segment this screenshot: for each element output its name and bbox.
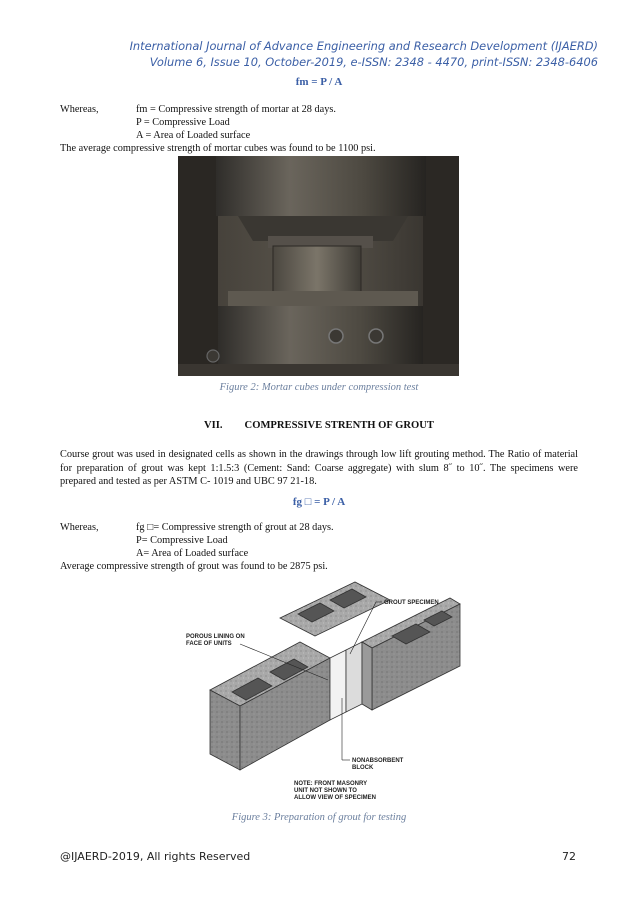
grout-equation: fg □ = P / A (292, 496, 346, 508)
label-porous-lining-1: POROUS LINING ON (186, 634, 245, 640)
label-nonabsorbent-1: NONABSORBENT (352, 758, 404, 764)
note-line-1: NOTE: FRONT MASONRY (294, 781, 368, 787)
mortar-equation: fm = P / A (295, 76, 343, 88)
label-nonabsorbent-2: BLOCK (352, 765, 374, 771)
mortar-def-a: A = Area of Loaded surface (136, 130, 251, 141)
footer-page-number: 72 (562, 850, 576, 863)
section-heading (0, 420, 638, 431)
mortar-def-fm: fm = Compressive strength of mortar at 28 days. (136, 104, 336, 115)
mortar-def-p: P = Compressive Load (136, 117, 230, 128)
journal-header (38, 38, 598, 70)
journal-volume: Volume 6, Issue 10, October-2019, e-ISSN: 2348 - 4470, print-ISSN: 2348-6406 (149, 55, 598, 69)
mortar-whereas-label: Whereas, (60, 104, 99, 115)
grout-def-a: A= Area of Loaded surface (136, 548, 249, 559)
figure-2-caption: Figure 2: Mortar cubes under compression test (219, 382, 419, 393)
journal-title: International Journal of Advance Engineering and Research Development (IJAERD) (129, 39, 598, 53)
figure-2-photo (178, 156, 459, 376)
note-line-2: UNIT NOT SHOWN TO (294, 788, 357, 794)
mortar-result: The average compressive strength of mortar cubes was found to be 1100 psi. (60, 143, 376, 154)
grout-result: Average compressive strength of grout was found to be 2875 psi. (60, 561, 328, 572)
section-title: COMPRESSIVE STRENTH OF GROUT (244, 420, 434, 431)
section-number: VII. (204, 420, 223, 431)
figure-3-caption: Figure 3: Preparation of grout for testing (231, 812, 407, 823)
grout-def-fg: fg □= Compressive strength of grout at 28 days. (136, 522, 334, 533)
grout-whereas-label: Whereas, (60, 522, 99, 533)
label-porous-lining-2: FACE OF UNITS (186, 641, 232, 647)
note-line-3: ALLOW VIEW OF SPECIMEN (294, 795, 376, 801)
grout-def-p: P= Compressive Load (136, 535, 228, 546)
figure-3-diagram (180, 580, 468, 808)
section-paragraph: Course grout was used in designated cells as shown in the drawings through low lift grouting method. The Ratio of material for preparation of grout was kept 1:1.5:3 (Cement: Sand: Coarse aggregate) with slum 8˝ to 10˝. The specimens were prepared and tested as per ASTM C- 1019 and UBC 97 21-18. (60, 449, 578, 487)
footer-copyright: @IJAERD-2019, All rights Reserved (60, 850, 251, 863)
label-grout-specimen: GROUT SPECIMEN (384, 600, 439, 606)
